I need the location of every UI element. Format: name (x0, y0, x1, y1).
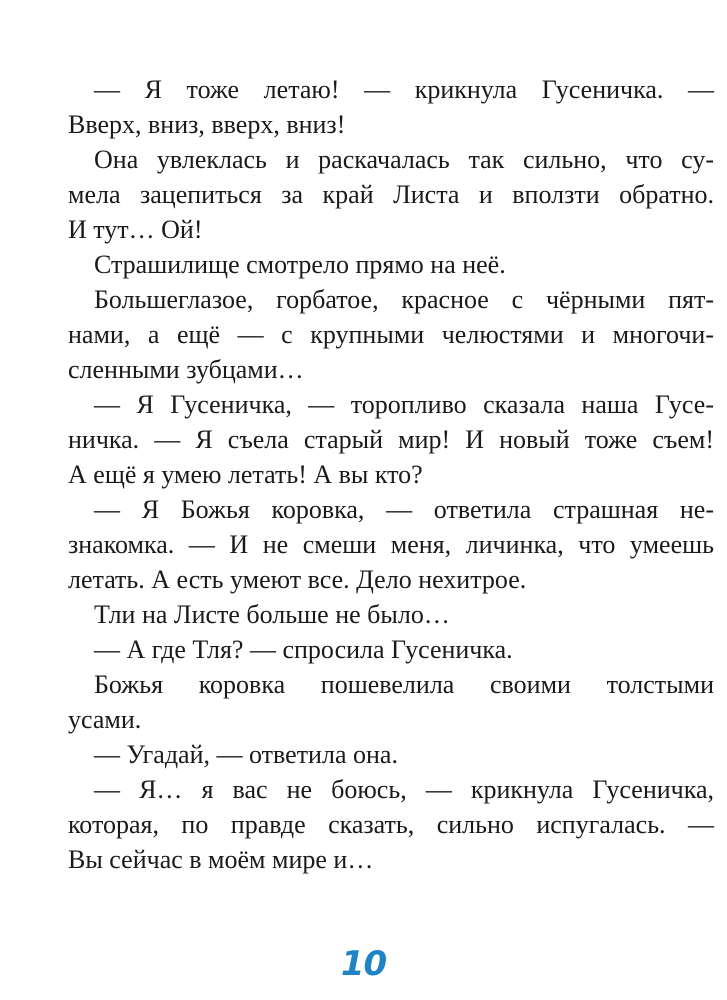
text-line: Страшилище смотрело прямо на неё. (94, 250, 506, 279)
text-line: нами, а ещё — с крупными челюстями и многочи- (68, 320, 714, 349)
text-line: летать. А есть умеют все. Дело нехитрое. (68, 565, 527, 594)
text-line: Она увлеклась и раскачалась так сильно, что су- (94, 145, 714, 174)
text-line: Тли на Листе больше не было… (94, 600, 450, 629)
text-line: — Угадай, — ответила она. (94, 740, 398, 769)
text-line: — Я Божья коровка, — ответила страшная не- (94, 495, 714, 524)
text-line: Божья коровка пошевелила своими толстыми (94, 670, 714, 699)
text-line: — А где Тля? — спросила Гусеничка. (94, 635, 513, 664)
text-line: А ещё я умею летать! А вы кто? (68, 460, 423, 489)
text-line: знакомка. — И не смеши меня, личинка, что умеешь (68, 530, 714, 559)
text-line: сленными зубцами… (68, 355, 304, 384)
page-text (68, 72, 714, 877)
text-line: Вверх, вниз, вверх, вниз! (68, 110, 346, 139)
text-line: мела зацепиться за край Листа и вползти обратно. (68, 180, 714, 209)
page-number: 10 (340, 944, 387, 984)
text-line: — Я… я вас не боюсь, — крикнула Гусеничка, (94, 775, 714, 804)
text-line: И тут… Ой! (68, 215, 203, 244)
text-line: Большеглазое, горбатое, красное с чёрными пят- (94, 285, 714, 314)
text-line: которая, по правде сказать, сильно испугалась. — (68, 810, 714, 839)
text-line: — Я тоже летаю! — крикнула Гусеничка. — (94, 75, 714, 104)
text-line: — Я Гусеничка, — торопливо сказала наша Гусе- (94, 390, 714, 419)
text-line: ничка. — Я съела старый мир! И новый тоже съем! (68, 425, 714, 454)
text-line: усами. (68, 705, 142, 734)
text-line: Вы сейчас в моём мире и… (68, 845, 374, 874)
